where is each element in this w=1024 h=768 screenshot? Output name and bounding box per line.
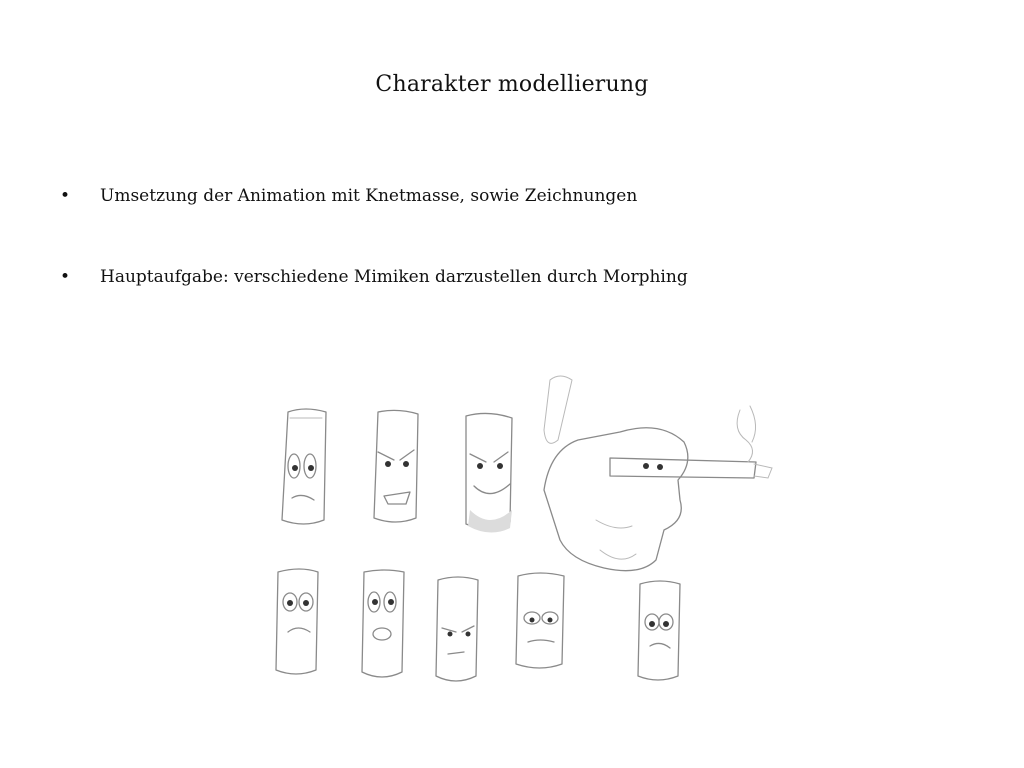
sketch-character-5 xyxy=(362,570,404,677)
sketch-character-8 xyxy=(638,581,680,680)
character-sketches-image xyxy=(260,370,780,700)
sketch-character-6 xyxy=(436,577,478,681)
bullet-text: Umsetzung der Animation mit Knetmasse, sowie Zeichnungen xyxy=(100,186,638,206)
bullet-text: Hauptaufgabe: verschiedene Mimiken darzustellen durch Morphing xyxy=(100,267,688,287)
sketch-hand-with-cigarette xyxy=(544,376,772,571)
slide-title: Charakter modellierung xyxy=(375,72,649,97)
character-sketches xyxy=(260,370,780,700)
sketch-character-4 xyxy=(276,569,318,674)
sketch-character-2 xyxy=(374,410,418,522)
sketch-character-3 xyxy=(466,413,512,532)
bullet-marker: • xyxy=(60,186,71,206)
sketch-character-1 xyxy=(282,409,326,524)
sketch-character-7 xyxy=(516,573,564,668)
bullet-marker: • xyxy=(60,267,71,287)
